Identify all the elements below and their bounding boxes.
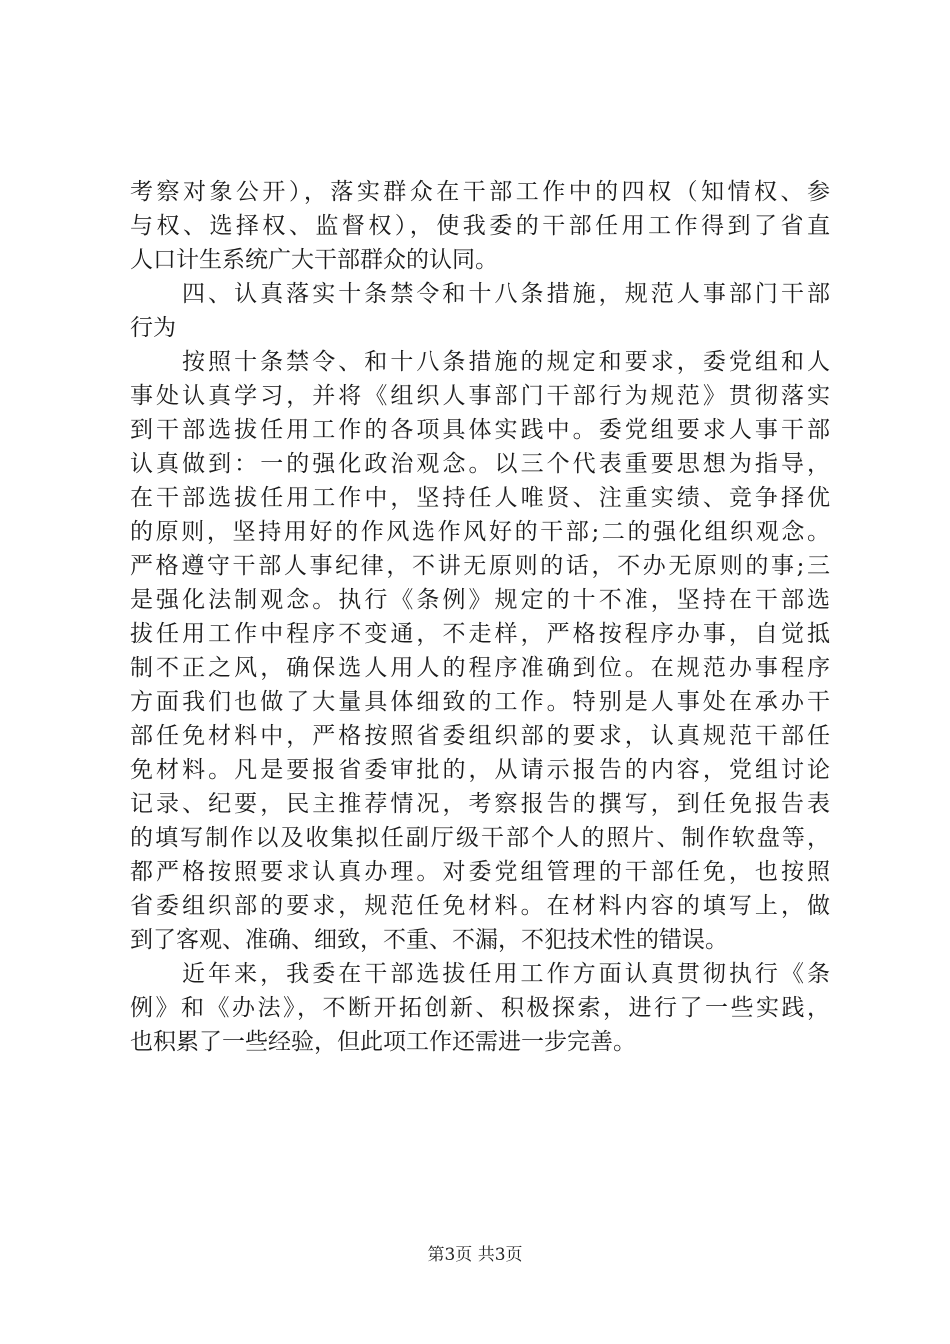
text-line: 是强化法制观念。执行《条例》规定的十不准，坚持在干部选 bbox=[130, 587, 830, 613]
text-line: 到了客观、准确、细致，不重、不漏，不犯技术性的错误。 bbox=[130, 927, 728, 953]
text-line: 都严格按照要求认真办理。对委党组管理的干部任免，也按照 bbox=[130, 859, 830, 885]
document-body bbox=[130, 175, 830, 1059]
text-line: 记录、纪要，民主推荐情况，考察报告的撰写，到任免报告表 bbox=[130, 791, 830, 817]
text-line: 人口计生系统广大干部群众的认同。 bbox=[130, 247, 498, 273]
text-line: 与权、选择权、监督权），使我委的干部任用工作得到了省直 bbox=[130, 213, 830, 239]
text-line: 严格遵守干部人事纪律，不讲无原则的话，不办无原则的事;三 bbox=[130, 553, 830, 579]
text-line: 方面我们也做了大量具体细致的工作。特别是人事处在承办干 bbox=[130, 689, 830, 715]
text-line: 认真做到：一的强化政治观念。以三个代表重要思想为指导， bbox=[130, 451, 830, 477]
text-line: 也积累了一些经验，但此项工作还需进一步完善。 bbox=[130, 1029, 636, 1055]
text-line: 到干部选拔任用工作的各项具体实践中。委党组要求人事干部 bbox=[130, 417, 830, 443]
section-heading-line: 四、认真落实十条禁令和十八条措施，规范人事部门干部 bbox=[182, 281, 830, 307]
text-line: 省委组织部的要求，规范任免材料。在材料内容的填写上，做 bbox=[130, 893, 830, 919]
text-line: 在干部选拔任用工作中，坚持任人唯贤、注重实绩、竞争择优 bbox=[130, 485, 830, 511]
text-line: 考察对象公开），落实群众在干部工作中的四权（知情权、参 bbox=[130, 179, 830, 205]
page-number-footer: 第3页 共3页 bbox=[427, 1245, 523, 1265]
text-line: 事处认真学习，并将《组织人事部门干部行为规范》贯彻落实 bbox=[130, 383, 830, 409]
text-line: 免材料。凡是要报省委审批的，从请示报告的内容，党组讨论 bbox=[130, 757, 830, 783]
text-line: 按照十条禁令、和十八条措施的规定和要求，委党组和人 bbox=[182, 349, 830, 375]
text-line: 例》和《办法》，不断开拓创新、积极探索，进行了一些实践， bbox=[130, 995, 830, 1021]
text-line: 近年来，我委在干部选拔任用工作方面认真贯彻执行《条 bbox=[182, 961, 830, 987]
section-heading-line: 行为 bbox=[130, 315, 176, 341]
text-line: 部任免材料中，严格按照省委组织部的要求，认真规范干部任 bbox=[130, 723, 830, 749]
text-line: 制不正之风，确保选人用人的程序准确到位。在规范办事程序 bbox=[130, 655, 830, 681]
text-line: 拔任用工作中程序不变通，不走样，严格按程序办事，自觉抵 bbox=[130, 621, 830, 647]
text-line: 的原则，坚持用好的作风选作风好的干部;二的强化组织观念。 bbox=[130, 519, 830, 545]
text-line: 的填写制作以及收集拟任副厅级干部个人的照片、制作软盘等， bbox=[130, 825, 830, 851]
